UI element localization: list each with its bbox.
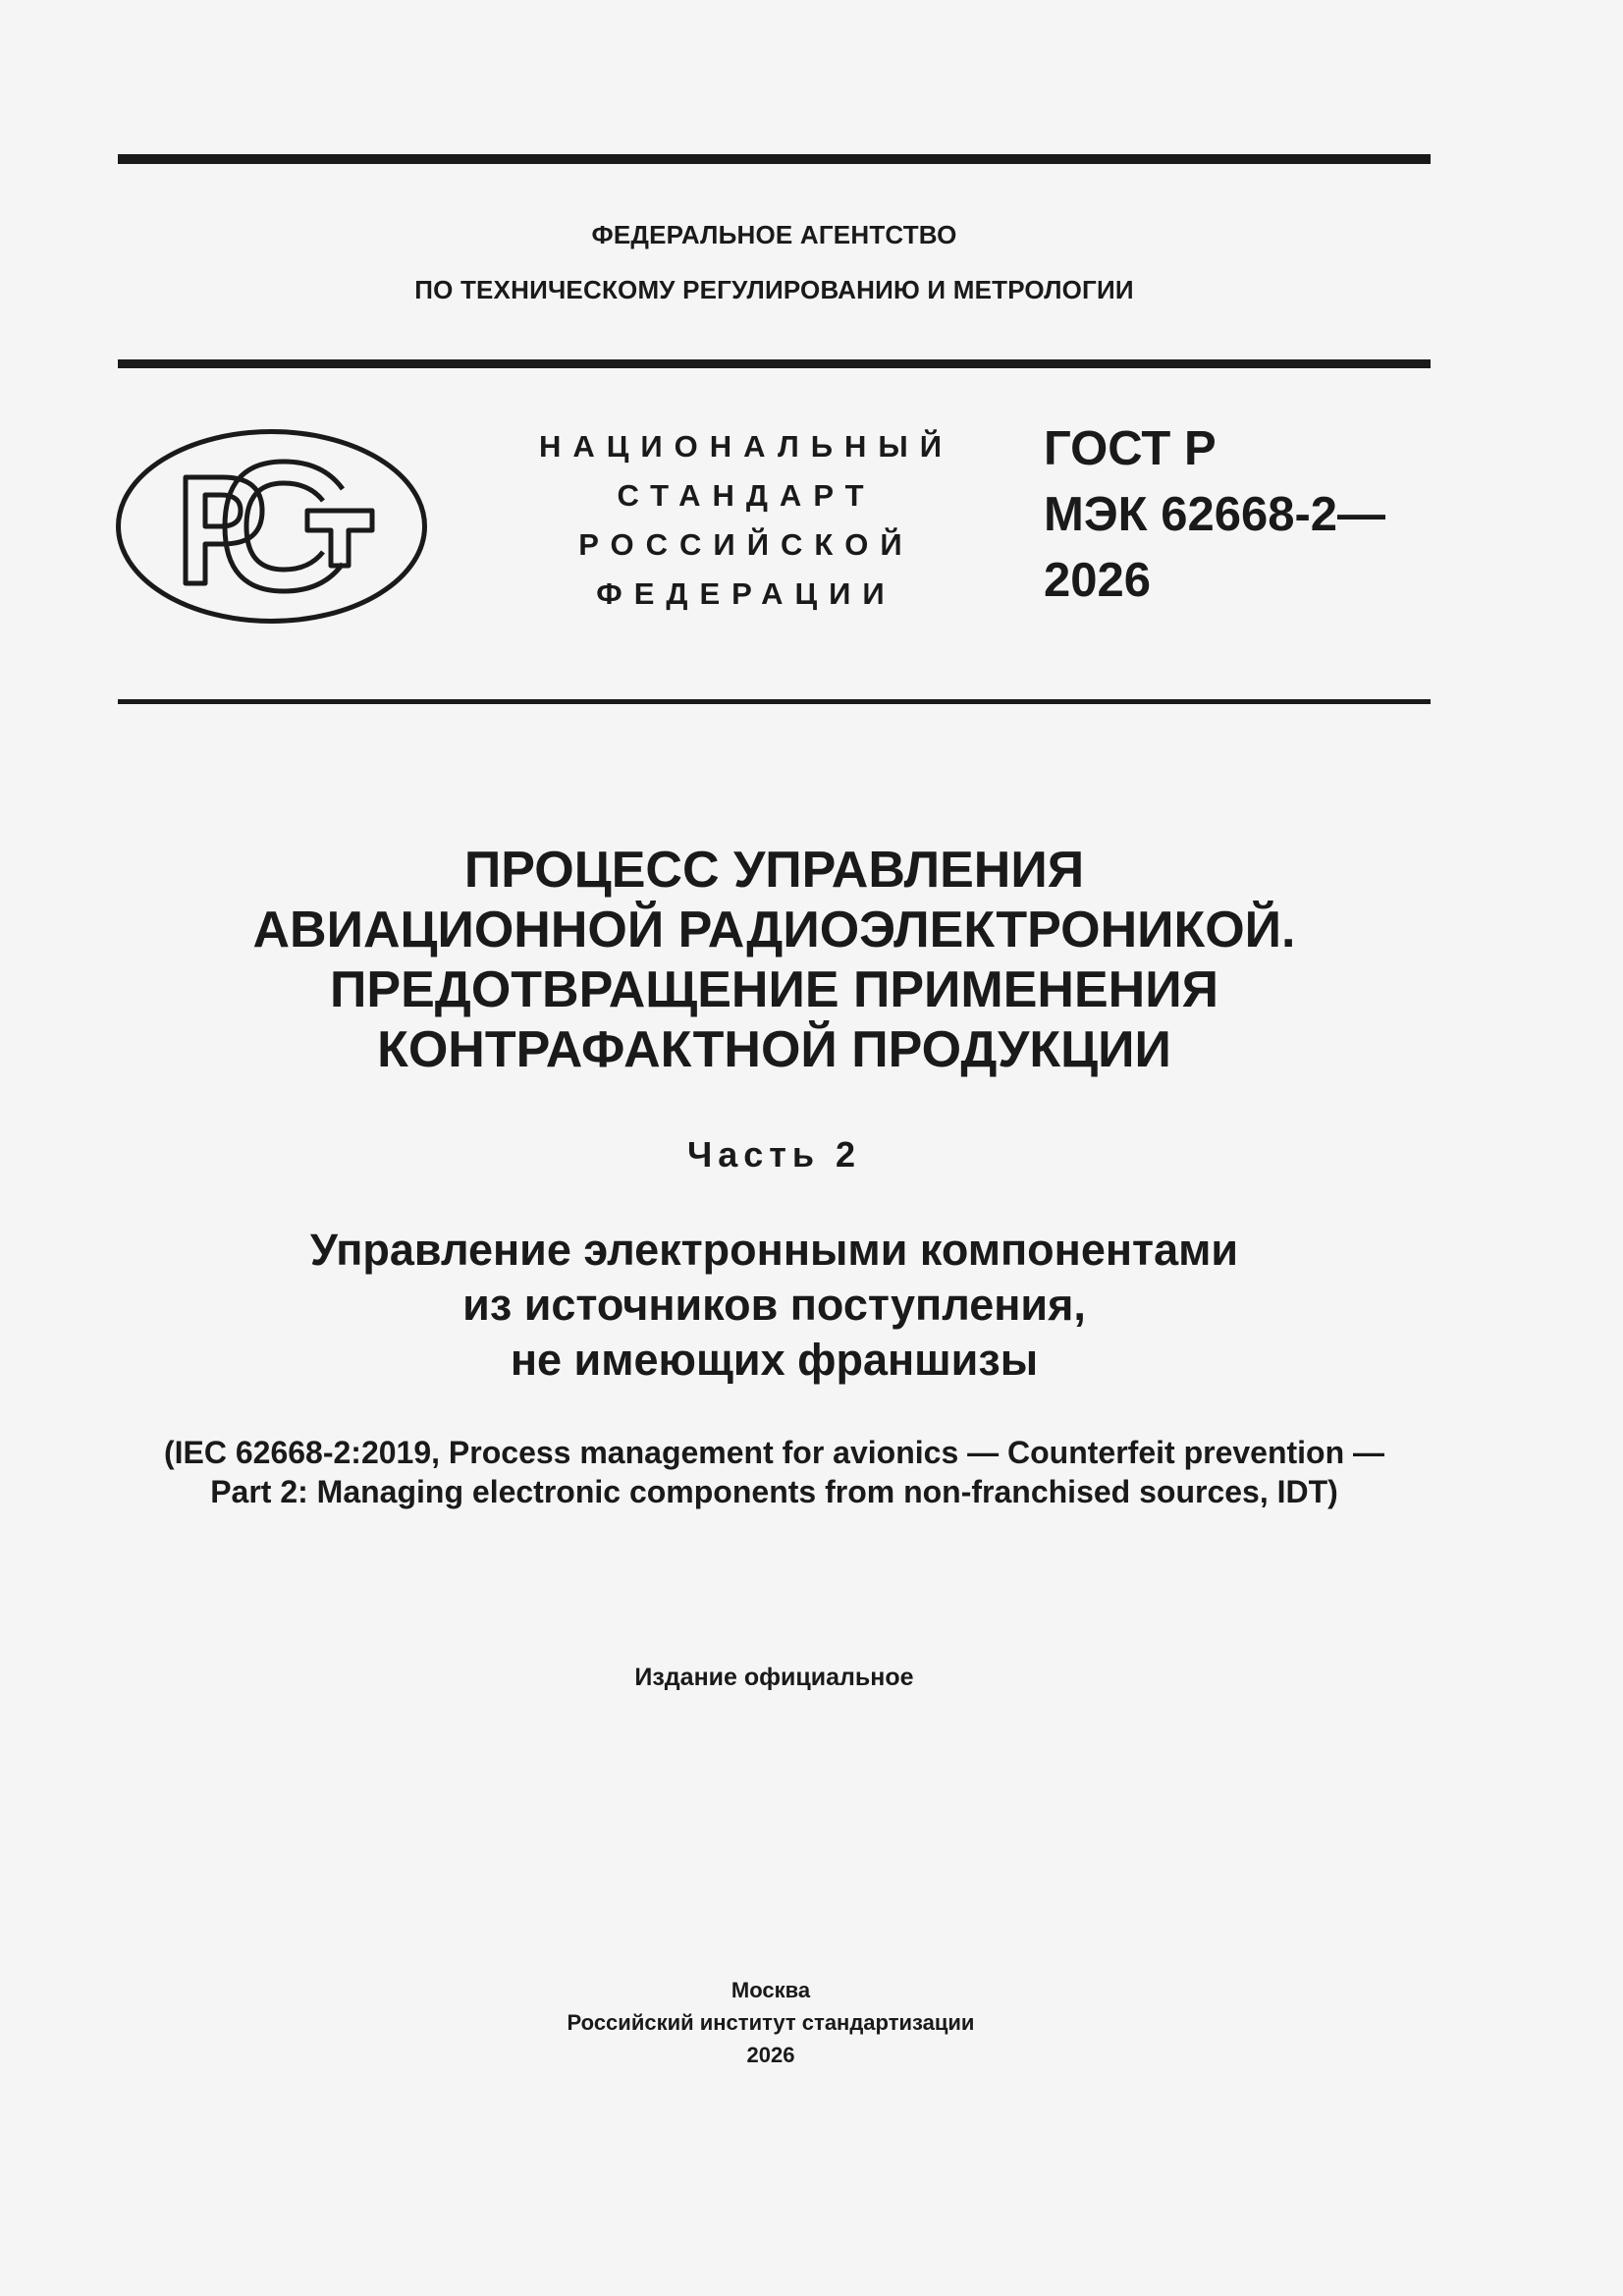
top-rule (118, 154, 1431, 164)
subtitle-line: Управление электронными компонентами (309, 1225, 1239, 1275)
agency-name-line-1: ФЕДЕРАЛЬНОЕ АГЕНТСТВО (591, 220, 957, 249)
title-line: АВИАЦИОННОЙ РАДИОЭЛЕКТРОНИКОЙ. (252, 902, 1296, 958)
edition-note: Издание официальное (634, 1664, 914, 1691)
standard-designation (1044, 416, 1385, 614)
title-line: ПРОЦЕСС УПРАВЛЕНИЯ (463, 842, 1085, 899)
bottom-rule (118, 699, 1431, 704)
document-subtitle (0, 1223, 1548, 1388)
iec-reference-line: Part 2: Managing electronic components from non-franchised sources, IDT) (210, 1474, 1338, 1509)
national-standard-line: ФЕДЕРАЦИИ (596, 576, 896, 611)
national-standard-line: НАЦИОНАЛЬНЫЙ (538, 429, 954, 464)
national-standard-label (520, 422, 972, 619)
designation-line: ГОСТ Р (1044, 422, 1217, 475)
imprint-year: 2026 (746, 2043, 795, 2067)
imprint-city: Москва (730, 1978, 811, 2002)
subtitle-line: не имеющих франшизы (510, 1335, 1039, 1385)
document-title (0, 841, 1548, 1080)
iec-reference (0, 1433, 1548, 1511)
middle-rule (118, 359, 1431, 368)
national-standard-line: СТАНДАРТ (617, 478, 876, 513)
imprint (0, 1974, 1542, 2071)
designation-line: МЭК 62668-2— (1044, 488, 1386, 541)
iec-reference-line: (IEC 62668-2:2019, Process management for avionics — Counterfeit prevention — (163, 1435, 1385, 1470)
title-line: ПРЕДОТВРАЩЕНИЕ ПРИМЕНЕНИЯ (330, 961, 1218, 1018)
title-line: КОНТРАФАКТНОЙ ПРОДУКЦИИ (377, 1021, 1171, 1078)
national-standard-line: РОССИЙСКОЙ (578, 527, 914, 562)
subtitle-line: из источников поступления, (462, 1280, 1086, 1330)
rst-certification-mark-icon (115, 428, 428, 625)
imprint-publisher: Российский институт стандартизации (567, 2010, 975, 2035)
agency-name-line-2: ПО ТЕХНИЧЕСКОМУ РЕГУЛИРОВАНИЮ И МЕТРОЛОГИИ (414, 275, 1134, 304)
part-number: Часть 2 (686, 1134, 862, 1175)
designation-line: 2026 (1044, 554, 1152, 607)
